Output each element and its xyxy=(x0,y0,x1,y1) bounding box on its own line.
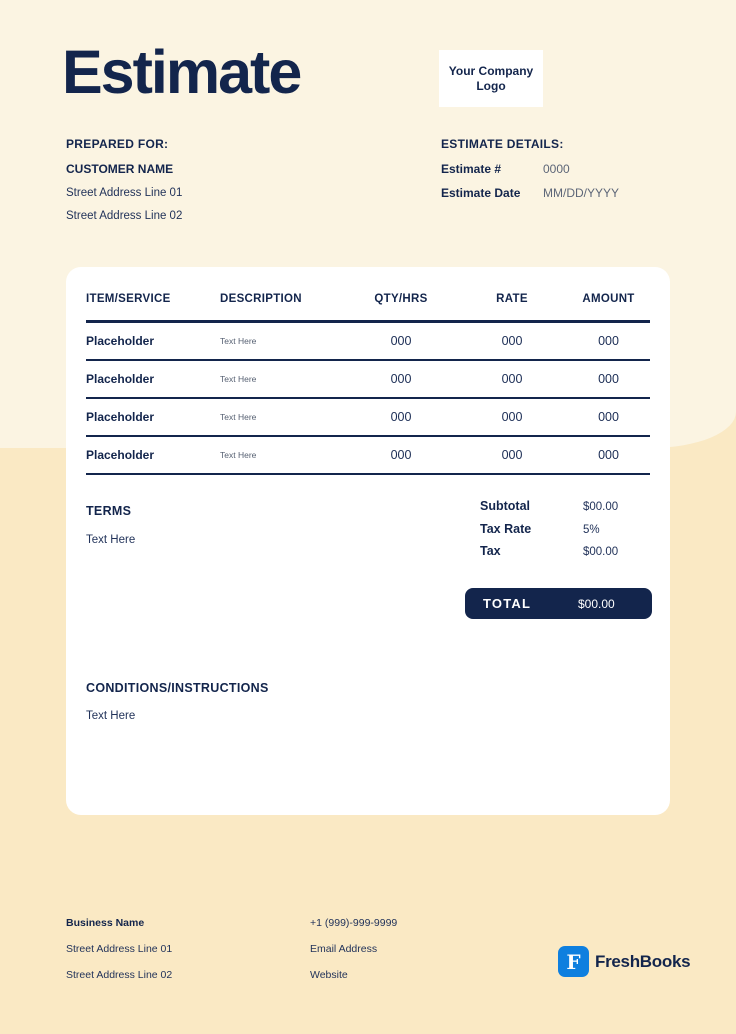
estimate-number-row xyxy=(441,162,619,176)
conditions-heading: CONDITIONS/INSTRUCTIONS xyxy=(86,681,269,695)
row-description: Text Here xyxy=(220,412,257,422)
row-item-name: Placeholder xyxy=(86,448,155,462)
estimate-details-heading: ESTIMATE DETAILS: xyxy=(441,137,564,151)
customer-name: CUSTOMER NAME xyxy=(66,162,174,176)
row-qty: 000 xyxy=(390,448,412,462)
estimate-details-section xyxy=(441,137,619,210)
estimate-number-value: 0000 xyxy=(543,162,570,176)
tax-rate-value: 5% xyxy=(583,523,600,536)
total-box xyxy=(465,588,652,619)
row-item-name: Placeholder xyxy=(86,372,155,386)
column-header-description: DESCRIPTION xyxy=(220,293,302,305)
table-row xyxy=(86,361,650,399)
subtotal-value: $00.00 xyxy=(583,501,619,513)
row-rate: 000 xyxy=(501,410,523,424)
tax-label: Tax xyxy=(480,544,501,558)
row-amount: 000 xyxy=(598,448,619,462)
footer-business-column xyxy=(66,917,172,995)
freshbooks-wordmark: FreshBooks xyxy=(595,951,691,971)
tax-rate-row xyxy=(480,522,652,536)
customer-address-line-2: Street Address Line 02 xyxy=(66,210,183,222)
footer-address-line-2: Street Address Line 02 xyxy=(66,969,173,981)
table-header-row xyxy=(86,267,650,323)
row-description: Text Here xyxy=(220,374,257,384)
row-description: Text Here xyxy=(220,450,257,460)
estimate-date-label: Estimate Date xyxy=(441,186,521,200)
footer-contact-column xyxy=(310,917,397,995)
row-qty: 000 xyxy=(390,334,412,348)
row-qty: 000 xyxy=(390,410,412,424)
row-rate: 000 xyxy=(501,372,523,386)
column-header-qty-hrs: QTY/HRS xyxy=(374,293,428,305)
column-header-rate: RATE xyxy=(496,293,528,305)
company-logo-text: Your Company Logo xyxy=(448,63,534,93)
freshbooks-icon: F xyxy=(558,946,589,977)
prepared-for-heading: PREPARED FOR: xyxy=(66,137,169,151)
footer-business-name: Business Name xyxy=(66,917,145,929)
total-label: TOTAL xyxy=(483,596,532,611)
table-row xyxy=(86,323,650,361)
totals-section xyxy=(480,499,652,567)
footer-address-line-1: Street Address Line 01 xyxy=(66,943,173,955)
footer-phone: +1 (999)-999-9999 xyxy=(310,917,398,929)
tax-value: $00.00 xyxy=(583,546,619,558)
terms-text: Text Here xyxy=(86,534,136,546)
freshbooks-logo xyxy=(558,946,690,977)
row-qty: 000 xyxy=(390,372,412,386)
company-logo-box xyxy=(439,50,543,107)
estimate-number-label: Estimate # xyxy=(441,162,502,176)
footer-website: Website xyxy=(310,969,348,981)
total-value: $00.00 xyxy=(578,596,615,611)
table-row xyxy=(86,399,650,437)
conditions-section xyxy=(86,681,269,722)
subtotal-row xyxy=(480,499,652,513)
prepared-for-section xyxy=(66,137,182,233)
column-header-amount: AMOUNT xyxy=(582,293,635,305)
terms-heading: TERMS xyxy=(86,504,132,518)
row-rate: 000 xyxy=(501,448,523,462)
row-amount: 000 xyxy=(598,334,619,348)
row-rate: 000 xyxy=(501,334,523,348)
row-amount: 000 xyxy=(598,372,619,386)
tax-rate-label: Tax Rate xyxy=(480,521,532,536)
table-row xyxy=(86,437,650,475)
customer-address-line-1: Street Address Line 01 xyxy=(66,187,183,199)
tax-row xyxy=(480,544,652,558)
conditions-text: Text Here xyxy=(86,710,136,722)
terms-section xyxy=(86,504,135,546)
row-description: Text Here xyxy=(220,336,257,346)
row-amount: 000 xyxy=(598,410,619,424)
estimate-date-value: MM/DD/YYYY xyxy=(543,186,620,200)
row-item-name: Placeholder xyxy=(86,334,155,348)
estimate-card xyxy=(66,267,670,815)
column-header-item-service: ITEM/SERVICE xyxy=(86,293,171,305)
footer-email: Email Address xyxy=(310,943,378,955)
page-title: Estimate xyxy=(62,38,301,106)
subtotal-label: Subtotal xyxy=(480,499,530,513)
line-items-table xyxy=(86,267,650,475)
estimate-date-row xyxy=(441,186,619,200)
row-item-name: Placeholder xyxy=(86,410,155,424)
